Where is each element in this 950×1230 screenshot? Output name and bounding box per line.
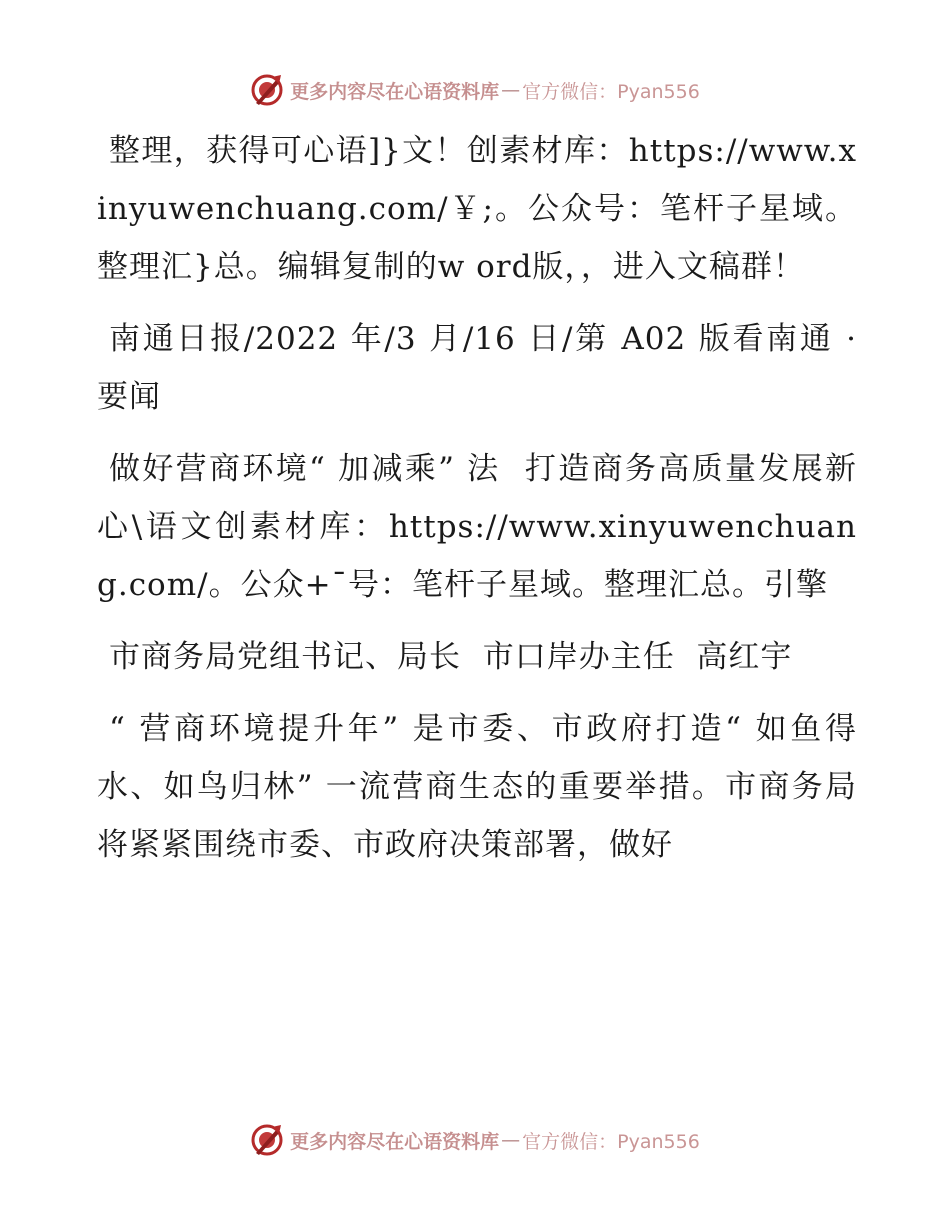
paragraph-body: “ 营商环境提升年” 是市委、市政府打造“ 如鱼得水、如鸟归林” 一流营商生态的重要举措。市商务局将紧紧围绕市委、市政府决策部署，做好 [97,711,857,863]
banner-dash: — [501,1129,521,1151]
pen-logo-icon [250,1123,284,1157]
paragraph-source-line: 南通日报/2022 年/3 月/16 日/第 A02 版看南通 · 要闻 [97,321,868,415]
banner-wechat-text: 官方微信：Pyan556 [522,80,700,103]
paragraph-author: 市商务局党组书记、局长 市口岸办主任 高红宇 [109,639,793,675]
footer-banner [0,1120,950,1160]
banner-main-text: 更多内容尽在心语资料库 [290,80,500,103]
banner-dash: — [501,79,521,101]
header-banner [0,70,950,110]
document-body [97,122,868,888]
paragraph-article-title: 做好营商环境“ 加减乘” 法 打造商务高质量发展新心\语文创素材库：https://www.xinyuwenchuang.com/。公众+¯号：笔杆子星域。整理汇总。引擎 [97,451,857,603]
pen-logo-icon [250,73,284,107]
banner-wechat-text: 官方微信：Pyan556 [522,1130,700,1153]
banner-main-text: 更多内容尽在心语资料库 [290,1130,500,1153]
paragraph-intro: 整理，获得可心语]}文！创素材库：https://www.xinyuwenchuang.com/￥;。公众号：笔杆子星域。整理汇}总。编辑复制的w ord版，，进入文稿群！ [97,133,857,285]
